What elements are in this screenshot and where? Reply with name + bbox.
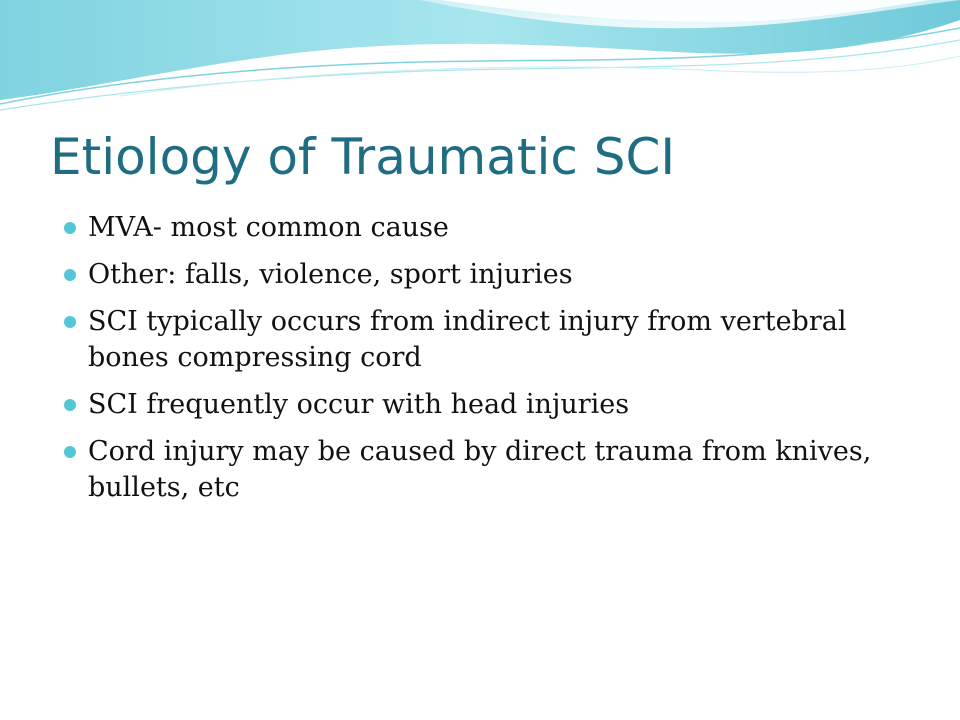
bullet-text: MVA- most common cause <box>88 212 449 243</box>
bullet-dot-icon <box>64 399 76 411</box>
wave-decoration <box>0 0 960 130</box>
bullet-item <box>64 434 924 506</box>
bullet-dot-icon <box>64 269 76 281</box>
bullet-dot-icon <box>64 446 76 458</box>
slide-title: Etiology of Traumatic SCI <box>50 128 676 186</box>
bullet-item <box>64 257 924 293</box>
bullet-item <box>64 304 924 376</box>
bullet-list <box>64 210 924 517</box>
bullet-item <box>64 210 924 246</box>
bullet-text: Other: falls, violence, sport injuries <box>88 259 573 290</box>
bullet-text: Cord injury may be caused by direct trauma from knives, bullets, etc <box>88 436 872 503</box>
bullet-item <box>64 387 924 423</box>
bullet-text: SCI typically occurs from indirect injury from vertebral bones compressing cord <box>88 306 847 373</box>
bullet-dot-icon <box>64 316 76 328</box>
bullet-dot-icon <box>64 222 76 234</box>
bullet-text: SCI frequently occur with head injuries <box>88 389 630 420</box>
